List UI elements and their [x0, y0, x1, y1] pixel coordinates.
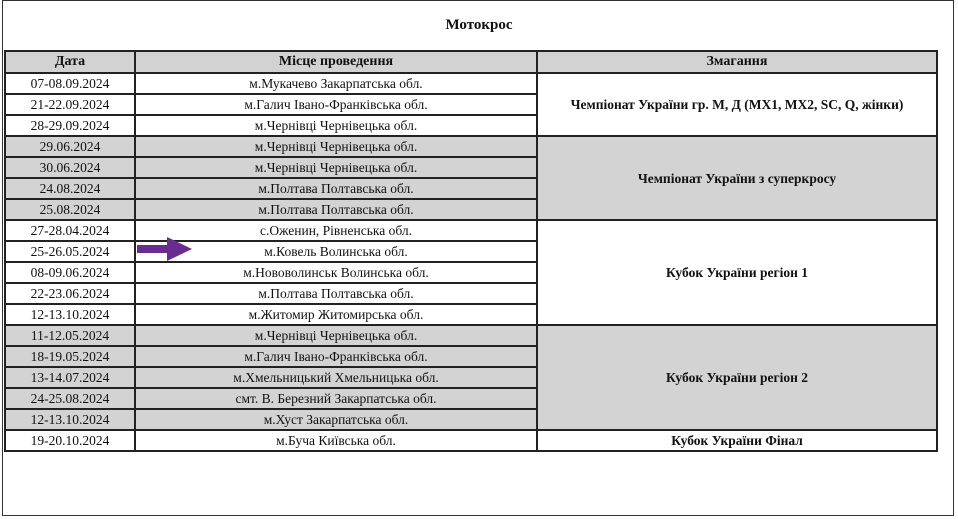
date-cell: 25.08.2024 — [5, 199, 135, 220]
right-arrow-icon — [137, 236, 193, 262]
date-cell: 25-26.05.2024 — [5, 241, 135, 262]
place-cell: м.Хмельницький Хмельницька обл. — [135, 367, 537, 388]
date-cell: 22-23.06.2024 — [5, 283, 135, 304]
header-place: Місце проведення — [135, 51, 537, 73]
table-row — [5, 430, 937, 451]
date-cell: 30.06.2024 — [5, 157, 135, 178]
place-cell: м.Нововолинськ Волинська обл. — [135, 262, 537, 283]
competition-cell: Кубок України регіон 2 — [537, 325, 937, 430]
place-cell: м.Чернівці Чернівецька обл. — [135, 157, 537, 178]
place-cell: м.Мукачево Закарпатська обл. — [135, 73, 537, 94]
place-cell: м.Чернівці Чернівецька обл. — [135, 325, 537, 346]
date-cell: 21-22.09.2024 — [5, 94, 135, 115]
competition-cell: Кубок України регіон 1 — [537, 220, 937, 325]
place-cell: м.Полтава Полтавська обл. — [135, 283, 537, 304]
place-cell: м.Чернівці Чернівецька обл. — [135, 136, 537, 157]
table-row — [5, 73, 937, 94]
date-cell: 24.08.2024 — [5, 178, 135, 199]
header-date: Дата — [5, 51, 135, 73]
place-cell: м.Ковель Волинська обл. — [135, 241, 537, 262]
date-cell: 28-29.09.2024 — [5, 115, 135, 136]
date-cell: 07-08.09.2024 — [5, 73, 135, 94]
competition-cell: Кубок України Фінал — [537, 430, 937, 451]
date-cell: 12-13.10.2024 — [5, 304, 135, 325]
page-title: Мотокрос — [445, 17, 513, 33]
place-cell: м.Полтава Полтавська обл. — [135, 178, 537, 199]
competition-cell: Чемпіонат України з суперкросу — [537, 136, 937, 220]
table-header-row — [5, 51, 937, 73]
date-cell: 27-28.04.2024 — [5, 220, 135, 241]
date-cell: 13-14.07.2024 — [5, 367, 135, 388]
header-competition: Змагання — [537, 51, 937, 73]
competition-cell: Чемпіонат України гр. М, Д (МХ1, МХ2, SC, Q, жінки) — [537, 73, 937, 136]
place-cell: с.Оженин, Рівненська обл. — [135, 220, 537, 241]
place-cell: м.Галич Івано-Франківська обл. — [135, 346, 537, 367]
place-cell: м.Житомир Житомирська обл. — [135, 304, 537, 325]
schedule-body — [5, 73, 937, 451]
place-cell: смт. В. Березний Закарпатська обл. — [135, 388, 537, 409]
date-cell: 24-25.08.2024 — [5, 388, 135, 409]
date-cell: 08-09.06.2024 — [5, 262, 135, 283]
table-row — [5, 136, 937, 157]
date-cell: 18-19.05.2024 — [5, 346, 135, 367]
date-cell: 29.06.2024 — [5, 136, 135, 157]
place-cell: м.Галич Івано-Франківська обл. — [135, 94, 537, 115]
date-cell: 11-12.05.2024 — [5, 325, 135, 346]
place-cell: м.Хуст Закарпатська обл. — [135, 409, 537, 430]
place-cell: м.Чернівці Чернівецька обл. — [135, 115, 537, 136]
table-row — [5, 325, 937, 346]
place-cell: м.Полтава Полтавська обл. — [135, 199, 537, 220]
place-cell: м.Буча Київська обл. — [135, 430, 537, 451]
date-cell: 12-13.10.2024 — [5, 409, 135, 430]
date-cell: 19-20.10.2024 — [5, 430, 135, 451]
